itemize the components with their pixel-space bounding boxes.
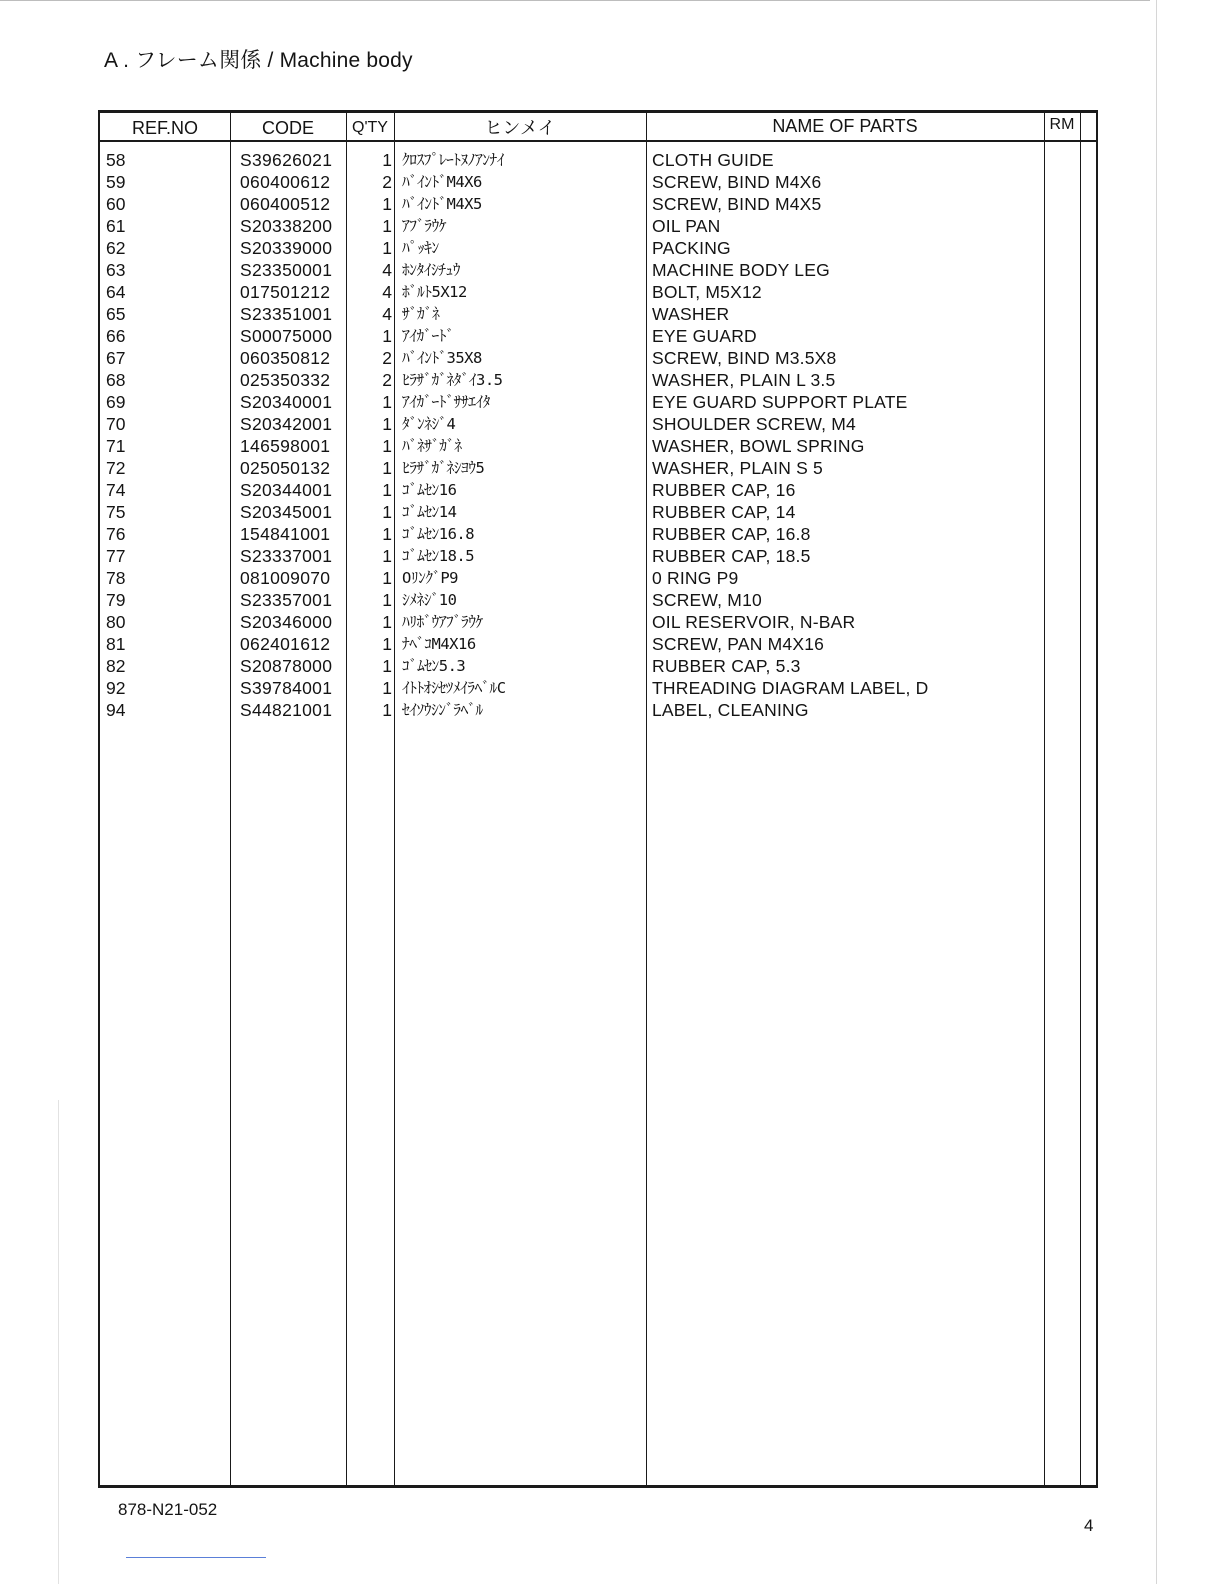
kana-name-cell: ﾊﾞｲﾝﾄﾞ35X8 <box>402 349 482 367</box>
kana-name-cell: ｻﾞｶﾞﾈ <box>402 305 440 323</box>
code-cell: S20345001 <box>240 502 333 522</box>
qty-cell: 1 <box>382 700 392 720</box>
ref-no-cell: 78 <box>106 568 126 588</box>
qty-cell: 4 <box>382 282 392 302</box>
table-row <box>100 523 1096 545</box>
kana-name-cell: ｺﾞﾑｾﾝ18.5 <box>402 547 475 565</box>
code-cell: 060400512 <box>240 194 331 214</box>
code-cell: S39626021 <box>240 150 333 170</box>
qty-cell: 1 <box>382 656 392 676</box>
ref-no-cell: 66 <box>106 326 126 346</box>
ref-no-cell: 61 <box>106 216 126 236</box>
qty-cell: 1 <box>382 238 392 258</box>
code-cell: S20342001 <box>240 414 333 434</box>
ref-no-cell: 64 <box>106 282 126 302</box>
code-cell: 025050132 <box>240 458 331 478</box>
table-row <box>100 699 1096 721</box>
kana-name-cell: ｾｲｿｳｼﾝﾞﾗﾍﾞﾙ <box>402 701 483 719</box>
part-name-cell: SHOULDER SCREW, M4 <box>652 414 856 434</box>
ref-no-cell: 79 <box>106 590 126 610</box>
table-row <box>100 259 1096 281</box>
ref-no-cell: 62 <box>106 238 126 258</box>
ref-no-cell: 71 <box>106 436 126 456</box>
kana-name-cell: ｼﾒﾈｼﾞ10 <box>402 591 457 609</box>
part-name-cell: MACHINE BODY LEG <box>652 260 830 280</box>
ref-no-cell: 94 <box>106 700 126 720</box>
table-row <box>100 545 1096 567</box>
kana-name-cell: OﾘﾝｸﾞP9 <box>402 569 458 587</box>
table-row <box>100 677 1096 699</box>
qty-cell: 2 <box>382 370 392 390</box>
document-code: 878-N21-052 <box>118 1500 218 1519</box>
qty-cell: 1 <box>382 634 392 654</box>
part-name-cell: CLOTH GUIDE <box>652 150 774 170</box>
part-name-cell: SCREW, PAN M4X16 <box>652 634 825 654</box>
ref-no-cell: 92 <box>106 678 126 698</box>
part-name-cell: RUBBER CAP, 16 <box>652 480 796 500</box>
header-code: CODE <box>261 118 314 138</box>
kana-name-cell: ﾊﾘﾎﾞｳｱﾌﾞﾗｳｹ <box>402 613 483 631</box>
table-row <box>100 347 1096 369</box>
qty-cell: 1 <box>382 436 392 456</box>
kana-name-cell: ﾊﾞﾈｻﾞｶﾞﾈ <box>402 437 462 455</box>
table-row <box>100 171 1096 193</box>
part-name-cell: WASHER, PLAIN L 3.5 <box>652 370 836 390</box>
ref-no-cell: 68 <box>106 370 126 390</box>
code-cell: 060350812 <box>240 348 331 368</box>
table-row <box>100 413 1096 435</box>
part-name-cell: BOLT, M5X12 <box>652 282 762 302</box>
part-name-cell: 0 RING P9 <box>652 568 739 588</box>
kana-name-cell: ﾎﾝﾀｲｼﾁｭｳ <box>402 261 461 279</box>
kana-name-cell: ｱｲｶﾞｰﾄﾞｻｻｴｲﾀ <box>402 393 491 411</box>
part-name-cell: OIL PAN <box>652 216 721 236</box>
part-name-cell: RUBBER CAP, 14 <box>652 502 796 522</box>
part-name-cell: RUBBER CAP, 18.5 <box>652 546 811 566</box>
table-row <box>100 303 1096 325</box>
part-name-cell: RUBBER CAP, 5.3 <box>652 656 801 676</box>
ref-no-cell: 65 <box>106 304 126 324</box>
code-cell: S23350001 <box>240 260 333 280</box>
code-cell: 146598001 <box>240 436 331 456</box>
part-name-cell: SCREW, BIND M4X6 <box>652 172 822 192</box>
table-row <box>100 193 1096 215</box>
part-name-cell: SCREW, BIND M4X5 <box>652 194 822 214</box>
table-row <box>100 215 1096 237</box>
kana-name-cell: ｸﾛｽﾌﾟﾚｰﾄﾇﾉｱﾝﾅｲ <box>402 151 505 169</box>
ref-no-cell: 82 <box>106 656 126 676</box>
qty-cell: 1 <box>382 458 392 478</box>
left-edge-line <box>58 1100 59 1584</box>
code-cell: 062401612 <box>240 634 331 654</box>
code-cell: S20878000 <box>240 656 333 676</box>
kana-name-cell: ｺﾞﾑｾﾝ16.8 <box>402 525 475 543</box>
qty-cell: 1 <box>382 150 392 170</box>
kana-name-cell: ｺﾞﾑｾﾝ5.3 <box>402 657 466 675</box>
part-name-cell: THREADING DIAGRAM LABEL, D <box>652 678 929 698</box>
table-row <box>100 567 1096 589</box>
qty-cell: 1 <box>382 414 392 434</box>
qty-cell: 2 <box>382 172 392 192</box>
part-name-cell: RUBBER CAP, 16.8 <box>652 524 811 544</box>
table-row <box>100 589 1096 611</box>
header-ref-no: REF.NO <box>131 118 198 138</box>
qty-cell: 1 <box>382 524 392 544</box>
part-name-cell: OIL RESERVOIR, N-BAR <box>652 612 856 632</box>
part-name-cell: SCREW, M10 <box>652 590 762 610</box>
header-kana-name: ヒンメイ <box>484 118 556 138</box>
kana-name-cell: ﾊﾞｲﾝﾄﾞM4X5 <box>402 195 482 213</box>
part-name-cell: SCREW, BIND M3.5X8 <box>652 348 837 368</box>
code-cell: S20340001 <box>240 392 333 412</box>
qty-cell: 1 <box>382 326 392 346</box>
kana-name-cell: ｺﾞﾑｾﾝ14 <box>402 503 457 521</box>
code-cell: S39784001 <box>240 678 333 698</box>
part-name-cell: LABEL, CLEANING <box>652 700 809 720</box>
table-row <box>100 281 1096 303</box>
table-row <box>100 457 1096 479</box>
qty-cell: 4 <box>382 260 392 280</box>
code-cell: S23357001 <box>240 590 333 610</box>
kana-name-cell: ﾅﾍﾞｺM4X16 <box>402 635 476 653</box>
kana-name-cell: ﾋﾗｻﾞｶﾞﾈｼﾖｳ5 <box>402 459 485 477</box>
ref-no-cell: 67 <box>106 348 126 368</box>
part-name-cell: EYE GUARD SUPPORT PLATE <box>652 392 908 412</box>
kana-name-cell: ﾊﾞｲﾝﾄﾞM4X6 <box>402 173 482 191</box>
table-row <box>100 149 1096 171</box>
code-cell: S20339000 <box>240 238 333 258</box>
table-row <box>100 391 1096 413</box>
qty-cell: 4 <box>382 304 392 324</box>
ref-no-cell: 60 <box>106 194 126 214</box>
ref-no-cell: 63 <box>106 260 126 280</box>
kana-name-cell: ｲﾄﾄｵｼｾﾂﾒｲﾗﾍﾞﾙC <box>402 679 506 697</box>
header-name-of-parts: NAME OF PARTS <box>772 116 918 136</box>
part-name-cell: WASHER, BOWL SPRING <box>652 436 865 456</box>
code-cell: S23351001 <box>240 304 333 324</box>
kana-name-cell: ｺﾞﾑｾﾝ16 <box>402 481 457 499</box>
kana-name-cell: ｱﾌﾞﾗｳｹ <box>402 217 447 235</box>
qty-cell: 1 <box>382 502 392 522</box>
part-name-cell: WASHER, PLAIN S 5 <box>652 458 823 478</box>
right-edge-line <box>1156 0 1157 1584</box>
code-cell: S20338200 <box>240 216 333 236</box>
footer-link-underline <box>126 1557 266 1558</box>
ref-no-cell: 76 <box>106 524 126 544</box>
ref-no-cell: 58 <box>106 150 126 170</box>
ref-no-cell: 70 <box>106 414 126 434</box>
parts-table <box>98 110 1098 1488</box>
qty-cell: 1 <box>382 216 392 236</box>
table-row <box>100 655 1096 677</box>
qty-cell: 1 <box>382 612 392 632</box>
header-rm: RM <box>1049 116 1075 133</box>
code-cell: 081009070 <box>240 568 331 588</box>
qty-cell: 1 <box>382 546 392 566</box>
qty-cell: 1 <box>382 678 392 698</box>
table-row <box>100 435 1096 457</box>
code-cell: S20346000 <box>240 612 333 632</box>
kana-name-cell: ﾎﾞﾙﾄ5X12 <box>402 283 467 301</box>
section-title: A . フレーム関係 / Machine body <box>104 49 413 72</box>
table-row <box>100 633 1096 655</box>
table-row <box>100 501 1096 523</box>
kana-name-cell: ﾊﾟｯｷﾝ <box>402 239 439 257</box>
part-name-cell: PACKING <box>652 238 731 258</box>
qty-cell: 1 <box>382 392 392 412</box>
table-row <box>100 325 1096 347</box>
header-rule <box>100 140 1096 142</box>
qty-cell: 1 <box>382 480 392 500</box>
kana-name-cell: ﾋﾗｻﾞｶﾞﾈﾀﾞｲ3.5 <box>402 371 503 389</box>
header-qty: Q'TY <box>352 119 388 136</box>
qty-cell: 1 <box>382 568 392 588</box>
qty-cell: 1 <box>382 590 392 610</box>
code-cell: S23337001 <box>240 546 333 566</box>
table-row <box>100 237 1096 259</box>
code-cell: 025350332 <box>240 370 331 390</box>
kana-name-cell: ｱｲｶﾞｰﾄﾞ <box>402 327 454 345</box>
ref-no-cell: 74 <box>106 480 126 500</box>
part-name-cell: WASHER <box>652 304 730 324</box>
ref-no-cell: 77 <box>106 546 126 566</box>
table-row <box>100 611 1096 633</box>
table-row <box>100 479 1096 501</box>
page-number: 4 <box>1084 1516 1094 1535</box>
ref-no-cell: 81 <box>106 634 126 654</box>
code-cell: 017501212 <box>240 282 331 302</box>
ref-no-cell: 72 <box>106 458 126 478</box>
top-border-line <box>0 0 1150 1</box>
ref-no-cell: 75 <box>106 502 126 522</box>
code-cell: S00075000 <box>240 326 333 346</box>
kana-name-cell: ﾀﾞﾝﾈｼﾞ4 <box>402 415 456 433</box>
code-cell: S44821001 <box>240 700 333 720</box>
ref-no-cell: 59 <box>106 172 126 192</box>
qty-cell: 1 <box>382 194 392 214</box>
ref-no-cell: 69 <box>106 392 126 412</box>
code-cell: S20344001 <box>240 480 333 500</box>
ref-no-cell: 80 <box>106 612 126 632</box>
table-row <box>100 369 1096 391</box>
qty-cell: 2 <box>382 348 392 368</box>
code-cell: 154841001 <box>240 524 331 544</box>
part-name-cell: EYE GUARD <box>652 326 757 346</box>
code-cell: 060400612 <box>240 172 331 192</box>
